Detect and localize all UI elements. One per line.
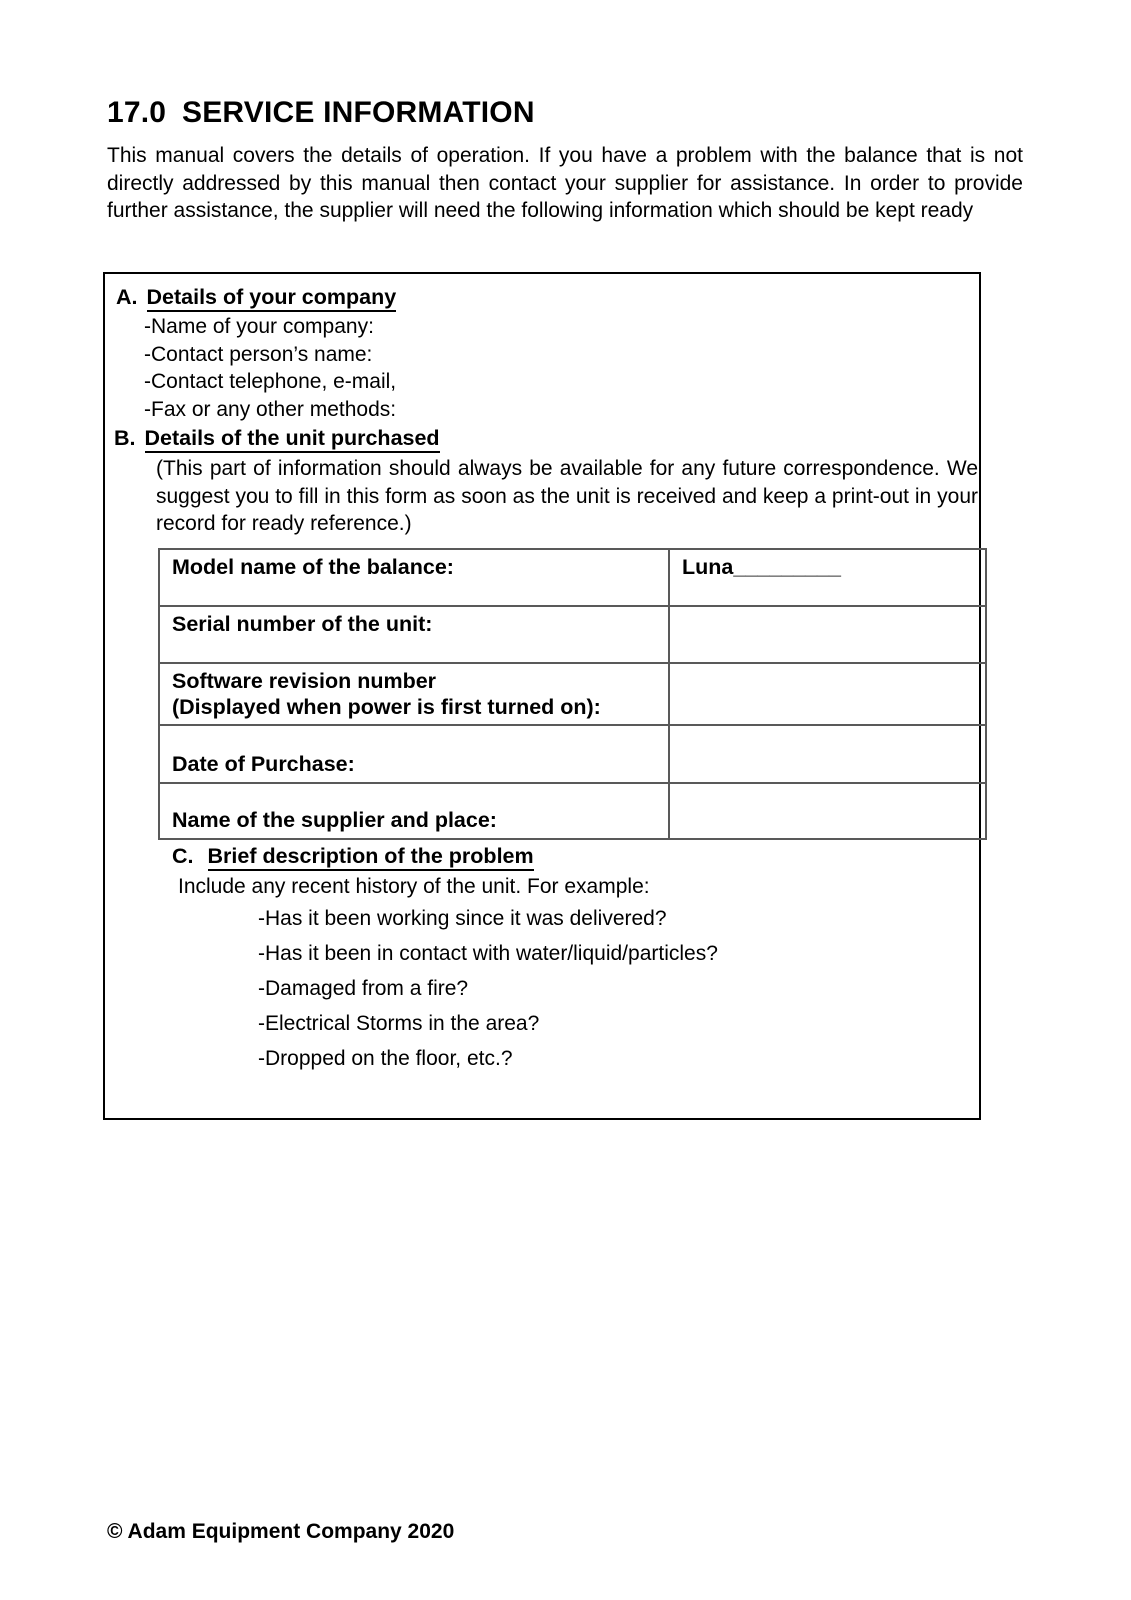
section-b-heading-text: Details of the unit purchased	[145, 426, 440, 453]
section-c-heading-text: Brief description of the problem	[208, 844, 534, 871]
list-item: -Contact telephone, e-mail,	[144, 370, 397, 393]
table-row	[159, 725, 986, 783]
section-b	[114, 426, 978, 538]
row-label-line1: Software revision number	[172, 669, 437, 693]
row-label: Model name of the balance:	[159, 549, 669, 606]
list-item: -Electrical Storms in the area?	[258, 1012, 540, 1035]
section-b-note: (This part of information should always be available for any future correspondence. We suggest you to fill in this form as soon as the unit is received and keep a print-out in your record for ready reference.)	[156, 457, 978, 535]
list-item: -Dropped on the floor, etc.?	[258, 1047, 513, 1070]
row-label-line2: (Displayed when power is first turned on):	[172, 695, 601, 719]
row-label: Serial number of the unit:	[159, 606, 669, 663]
page-title	[107, 96, 535, 130]
section-c	[172, 844, 718, 1081]
section-b-heading	[114, 426, 978, 451]
section-c-heading	[172, 844, 718, 869]
intro-paragraph: This manual covers the details of operation. If you have a problem with the balance that is not directly addressed by this manual then contact your supplier for assistance. In order to provide further assistance, the supplier will need the following information which should be kept ready	[107, 144, 1023, 222]
row-label: Name of the supplier and place:	[159, 783, 669, 839]
row-value	[669, 663, 986, 725]
row-value: Luna_________	[669, 549, 986, 606]
table-row	[159, 663, 986, 725]
row-value	[669, 783, 986, 839]
section-c-items	[258, 906, 718, 1072]
list-item: -Has it been in contact with water/liquid/particles?	[258, 942, 718, 965]
section-number: 17.0	[107, 96, 167, 129]
unit-details-table	[158, 548, 987, 840]
section-a-items	[144, 313, 396, 423]
section-a-label: A.	[116, 285, 138, 309]
row-value	[669, 725, 986, 783]
list-item: -Contact person’s name:	[144, 342, 373, 366]
row-label: Date of Purchase:	[159, 725, 669, 783]
service-info-box	[103, 272, 981, 1120]
section-a-heading-text: Details of your company	[147, 285, 397, 312]
section-a-heading	[116, 285, 396, 310]
list-item: -Name of your company:	[144, 315, 374, 338]
section-c-intro: Include any recent history of the unit. For example:	[178, 875, 650, 898]
row-label	[159, 663, 669, 725]
table-row	[159, 606, 986, 663]
table-row	[159, 783, 986, 839]
list-item: -Damaged from a fire?	[258, 977, 469, 1000]
section-c-label: C.	[172, 844, 194, 868]
list-item: -Fax or any other methods:	[144, 397, 397, 421]
section-a	[116, 285, 396, 423]
footer-copyright: © Adam Equipment Company 2020	[107, 1520, 455, 1543]
list-item: -Has it been working since it was delivered?	[258, 907, 667, 930]
section-b-label: B.	[114, 426, 136, 450]
table-row	[159, 549, 986, 606]
row-value	[669, 606, 986, 663]
section-title: SERVICE INFORMATION	[182, 96, 535, 129]
